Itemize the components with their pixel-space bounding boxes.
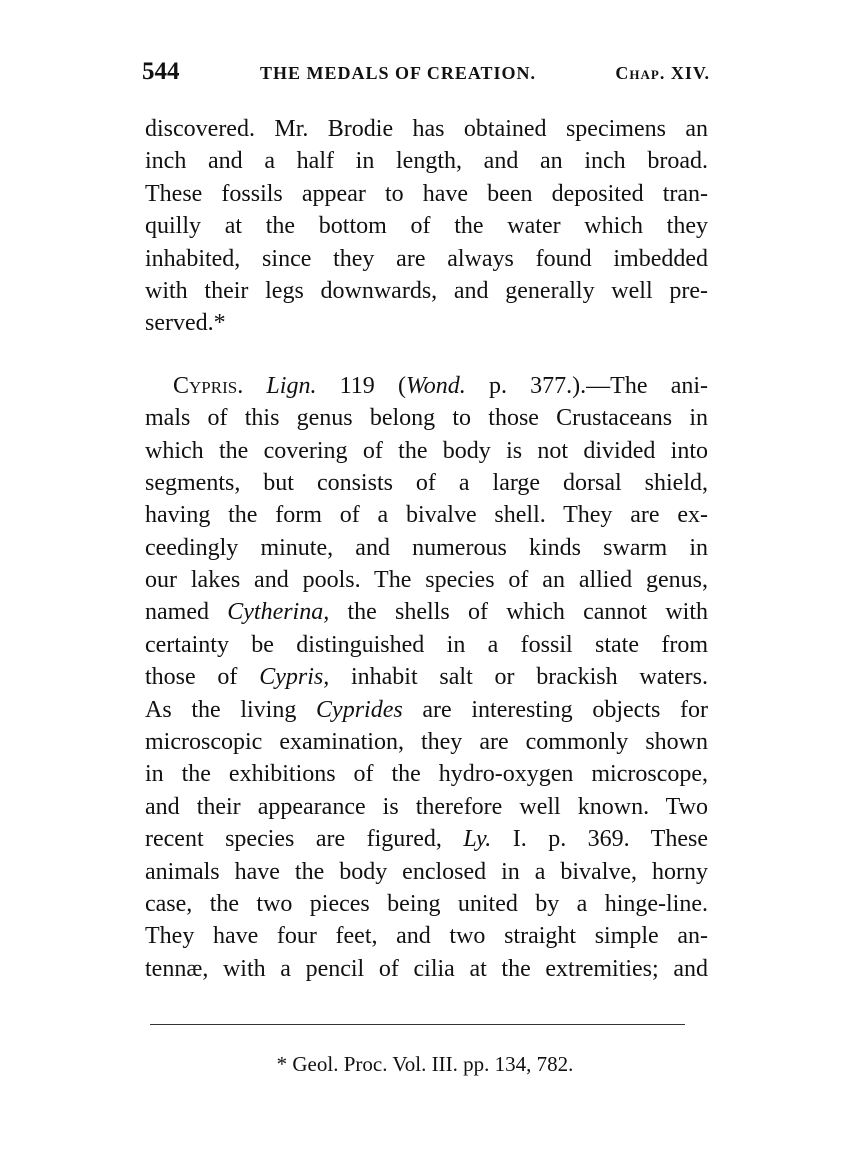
lign-reference: Lign. bbox=[266, 372, 317, 399]
text-line: case, the two pieces being united by a hinge-line. bbox=[145, 890, 708, 917]
italic-term: Cyprides bbox=[316, 696, 403, 723]
text-line: with their legs downwards, and generally well pre- bbox=[145, 277, 708, 304]
text-line: discovered. Mr. Brodie has obtained specimens an bbox=[145, 116, 708, 142]
text-line: certainty be distinguished in a fossil state from bbox=[145, 631, 708, 658]
text-line: served.* bbox=[145, 310, 226, 337]
text-line: recent species are figured, Ly. I. p. 369. These bbox=[145, 826, 708, 853]
text-line: These fossils appear to have been deposited tran- bbox=[145, 180, 708, 207]
chapter-label: Chap. XIV. bbox=[615, 63, 710, 83]
paragraph-cypris bbox=[145, 370, 708, 985]
text-line: tennæ, with a pencil of cilia at the extremities; and bbox=[145, 955, 708, 982]
text-line: our lakes and pools. The species of an allied genus, bbox=[145, 567, 708, 594]
text-line: ceedingly minute, and numerous kinds swarm in bbox=[145, 534, 708, 561]
text-line: which the covering of the body is not divided into bbox=[145, 437, 708, 464]
text-line: in the exhibitions of the hydro-oxygen microscope, bbox=[145, 761, 708, 788]
text-line: They have four feet, and two straight simple an- bbox=[145, 923, 708, 950]
text-line: animals have the body enclosed in a bivalve, horny bbox=[145, 858, 708, 885]
text-line: having the form of a bivalve shell. They are ex- bbox=[145, 502, 708, 529]
page-number: 544 bbox=[142, 58, 180, 85]
page-header bbox=[140, 58, 710, 92]
text-line: As the living Cyprides are interesting objects for bbox=[145, 696, 709, 723]
text-line: microscopic examination, they are commonly shown bbox=[145, 729, 708, 756]
italic-term: Cypris, bbox=[259, 664, 330, 691]
text-line: and their appearance is therefore well known. Two bbox=[145, 793, 708, 820]
text-line: inhabited, since they are always found imbedded bbox=[145, 245, 708, 272]
text-line: mals of this genus belong to those Crustaceans in bbox=[145, 405, 708, 432]
text-line: Cypris. Lign. 119 (Wond. p. 377.).—The ani- bbox=[173, 372, 709, 399]
wond-reference: Wond. bbox=[405, 372, 466, 399]
footnote-rule bbox=[150, 1024, 685, 1025]
text-line: quilly at the bottom of the water which they bbox=[145, 213, 708, 240]
italic-term: Ly. bbox=[463, 826, 492, 853]
text-line: named Cytherina, the shells of which cannot with bbox=[145, 599, 708, 626]
genus-heading: Cypris. bbox=[173, 372, 244, 399]
text-line: segments, but consists of a large dorsal shield, bbox=[145, 469, 708, 496]
running-title: THE MEDALS OF CREATION. bbox=[260, 63, 537, 83]
italic-term: Cytherina, bbox=[227, 599, 330, 626]
page-body bbox=[145, 113, 708, 985]
text-line: those of Cypris, inhabit salt or brackish waters. bbox=[145, 664, 708, 691]
paragraph-brodie bbox=[145, 113, 708, 340]
text-line: inch and a half in length, and an inch broad. bbox=[145, 148, 708, 175]
footnote: * Geol. Proc. Vol. III. pp. 134, 782. bbox=[276, 1052, 574, 1076]
